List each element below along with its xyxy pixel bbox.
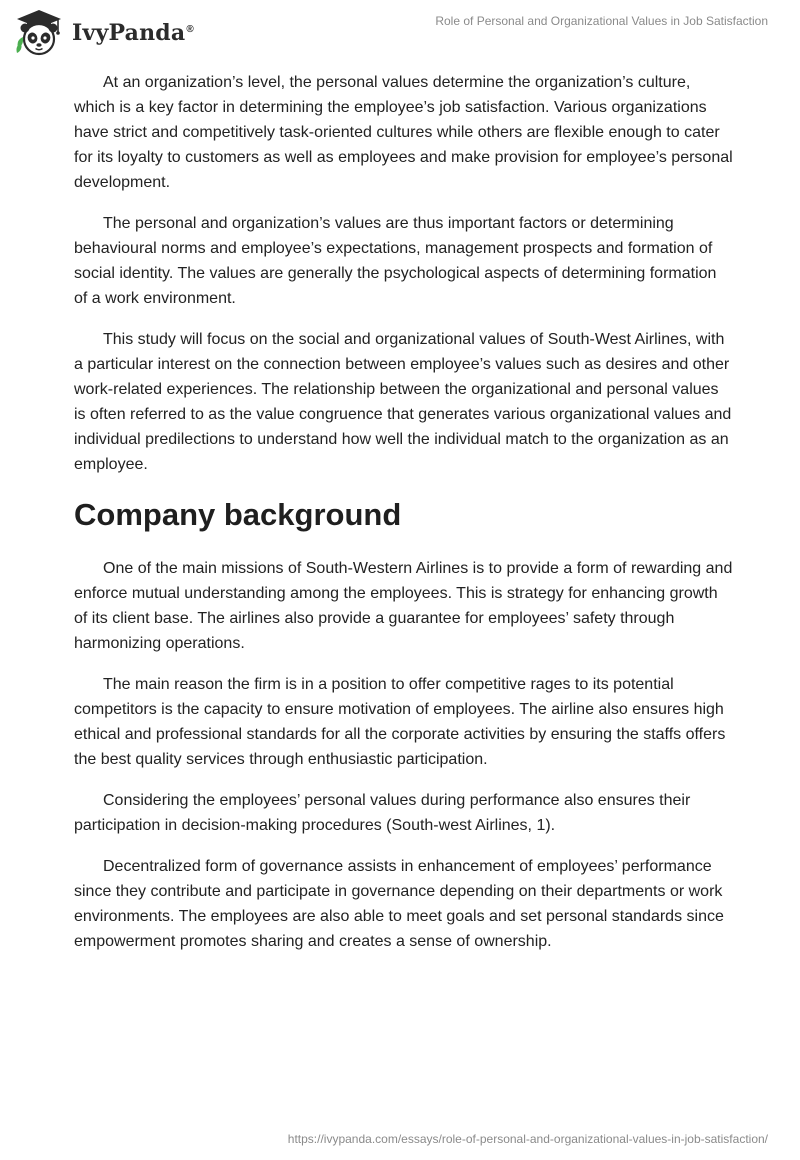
panda-graduation-cap-icon	[14, 8, 64, 56]
paragraph-intro-2: The personal and organization’s values are thus important factors or determining behavioural norms and employee’s expectations, management prospects and formation of social identity. The values are generally the psychological aspects of determining formation of a work environment.	[74, 215, 717, 307]
paragraph-section-3: Considering the employees’ personal values during performance also ensures their participation in decision-making procedures (South-west Airlines, 1).	[74, 792, 691, 834]
essay-content	[74, 70, 734, 970]
page-header	[0, 0, 800, 64]
paragraph-intro-3: This study will focus on the social and organizational values of South-West Airlines, with a particular interest on the connection between employee’s values such as desires and other work-related experiences. The relationship between the organizational and personal values is often referred to as the value congruence that generates various organizational values and individual predilections to understand how well the individual match to the organization as an employee.	[74, 331, 732, 473]
source-url[interactable]: https://ivypanda.com/essays/role-of-personal-and-organizational-values-in-job-satisfaction/	[287, 1132, 768, 1146]
logo-wordmark: IvyPanda®	[72, 20, 194, 46]
paragraph-section-2: The main reason the firm is in a position to offer competitive rages to its potential competitors is the capacity to ensure motivation of employees. The airline also ensures high ethical and professional standards for all the corporate activities by ensuring the staffs offers the best quality services through enthusiastic participation.	[74, 676, 726, 768]
section-heading-company-background: Company background	[74, 497, 402, 532]
document-title: Role of Personal and Organizational Values in Job Satisfaction	[435, 14, 768, 28]
paragraph-section-1: One of the main missions of South-Western Airlines is to provide a form of rewarding and enforce mutual understanding among the employees. This is strategy for enhancing growth of its client base. The airlines also provide a guarantee for employees’ safety through harmonizing operations.	[74, 560, 733, 652]
paragraph-section-4: Decentralized form of governance assists in enhancement of employees’ performance since they contribute and participate in governance depending on their departments or work environments. The employees are also able to meet goals and set personal standards since empowerment promotes sharing and creates a sense of ownership.	[74, 858, 724, 950]
paragraph-intro-1: At an organization’s level, the personal values determine the organization’s culture, which is a key factor in determining the employee’s job satisfaction. Various organizations have strict and competitively task-oriented cultures while others are flexible enough to cater for its loyalty to customers as well as employees and make provision for employee’s personal development.	[74, 74, 733, 191]
ivypanda-logo[interactable]	[14, 8, 194, 56]
